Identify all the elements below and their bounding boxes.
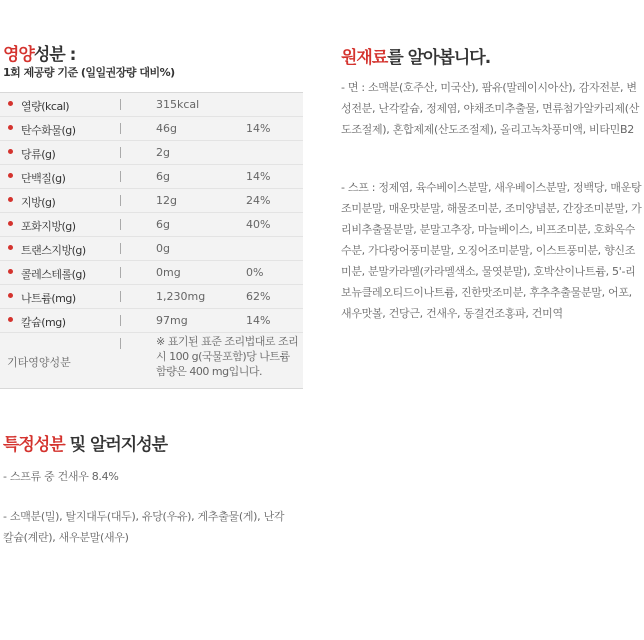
nutrient-value: 6g <box>156 218 170 231</box>
column-separator <box>120 243 121 254</box>
nutrient-value: 315kcal <box>156 98 200 111</box>
column-separator <box>120 195 121 206</box>
column-separator <box>120 99 121 110</box>
nutrition-row <box>0 189 303 213</box>
bullet-icon <box>8 173 13 178</box>
nutrition-title-accent: 영양 <box>3 45 34 65</box>
nutrient-value: 97mg <box>156 314 188 327</box>
ingredients-title-rest: 를 알아봅니다. <box>387 48 491 68</box>
nutrition-subtitle: 1회 제공량 기준 (일일권장량 대비%) <box>3 66 175 79</box>
nutrient-name: 트랜스지방(g) <box>21 244 86 257</box>
sodium-note: ※ 표기된 표준 조리법대로 조리시 100 g(국물포함)당 나트륨 함량은 400 mg입니다. <box>156 335 299 378</box>
nutrition-other-row <box>0 333 303 388</box>
column-separator <box>120 123 121 134</box>
bullet-icon <box>8 221 13 226</box>
noodle-ingredients: - 면 : 소맥분(호주산, 미국산), 팜유(말레이시아산), 감자전분, 변성전분, 난각칼슘, 정제염, 야채조미추출물, 면류첨가알카리제(산도조절제), 혼합제제(산도조절제), 올리고녹차풍미액, 비타민B2 <box>341 81 640 136</box>
nutrition-row <box>0 213 303 237</box>
nutrition-row <box>0 261 303 285</box>
nutrient-percent: 24% <box>246 194 271 207</box>
bullet-icon <box>8 149 13 154</box>
bullet-icon <box>8 245 13 250</box>
nutrient-name: 나트륨(mg) <box>21 292 76 305</box>
nutrient-name: 단백질(g) <box>21 172 66 185</box>
nutrition-row <box>0 117 303 141</box>
nutrient-name: 지방(g) <box>21 196 56 209</box>
column-separator <box>120 171 121 182</box>
nutrition-title <box>3 40 75 65</box>
nutrition-row <box>0 141 303 165</box>
soup-ingredients: - 스프 : 정제염, 육수베이스분말, 새우베이스분말, 정백당, 매운탕조미분말, 매운맛분말, 해물조미분, 조미양념분, 간장조미분말, 가리비추출물분말, 분말고추장, 마늘베이스, 비프조미분, 호화옥수수분, 가다랑어풍미분말, 오징어조미분말, 이스트풍미분, 향신조미분, 분말카라멜(카라멜색소, 물엿분말), 호박산이나트륨, 5'-리보뉴클레오티드이나트륨, 진한맛조미분, 후추추출물분말, 어포, 새우맛볼, 건당근, 건새우, 동결건조홍파, 건미역 <box>341 181 642 320</box>
nutrient-percent: 14% <box>246 314 271 327</box>
nutrient-value: 0g <box>156 242 170 255</box>
nutrition-row <box>0 285 303 309</box>
nutrient-value: 1,230mg <box>156 290 206 303</box>
nutrient-value: 12g <box>156 194 177 207</box>
nutrient-value: 6g <box>156 170 170 183</box>
other-nutrients-label: 기타영양성분 <box>7 356 71 369</box>
nutrition-title-rest: 성분 : <box>33 45 76 65</box>
nutrient-name: 탄수화물(g) <box>21 124 76 137</box>
bullet-icon <box>8 197 13 202</box>
nutrient-percent: 14% <box>246 122 271 135</box>
nutrient-name: 칼슘(mg) <box>21 316 66 329</box>
nutrient-percent: 62% <box>246 290 271 303</box>
column-separator <box>120 338 121 349</box>
ingredients-title-accent: 원재료 <box>341 48 388 68</box>
nutrient-name: 당류(g) <box>21 148 56 161</box>
nutrition-row <box>0 165 303 189</box>
column-separator <box>120 147 121 158</box>
nutrition-row <box>0 237 303 261</box>
ingredients-title <box>341 43 490 68</box>
allergen-line: - 스프류 중 건새우 8.4% <box>3 470 119 483</box>
bullet-icon <box>8 125 13 130</box>
allergen-title-accent: 특정성분 <box>3 435 65 455</box>
nutrient-name: 포화지방(g) <box>21 220 76 233</box>
bullet-icon <box>8 269 13 274</box>
allergen-line: - 소맥분(밀), 탈지대두(대두), 유당(우유), 게추출물(게), 난각칼슘(계란), 새우분말(새우) <box>3 510 285 544</box>
bullet-icon <box>8 317 13 322</box>
nutrient-percent: 14% <box>246 170 271 183</box>
nutrient-value: 46g <box>156 122 177 135</box>
nutrient-name: 콜레스테롤(g) <box>21 268 86 281</box>
nutrient-value: 0mg <box>156 266 181 279</box>
nutrient-percent: 0% <box>246 266 264 279</box>
bullet-icon <box>8 293 13 298</box>
nutrition-row <box>0 309 303 333</box>
column-separator <box>120 315 121 326</box>
allergen-title-rest: 및 알러지성분 <box>64 435 168 455</box>
nutrient-percent: 40% <box>246 218 271 231</box>
nutrient-name: 열량(kcal) <box>21 100 70 113</box>
nutrition-row <box>0 93 303 117</box>
allergen-title <box>3 430 167 455</box>
nutrition-table <box>0 92 303 389</box>
column-separator <box>120 219 121 230</box>
bullet-icon <box>8 101 13 106</box>
nutrient-value: 2g <box>156 146 170 159</box>
column-separator <box>120 267 121 278</box>
column-separator <box>120 291 121 302</box>
